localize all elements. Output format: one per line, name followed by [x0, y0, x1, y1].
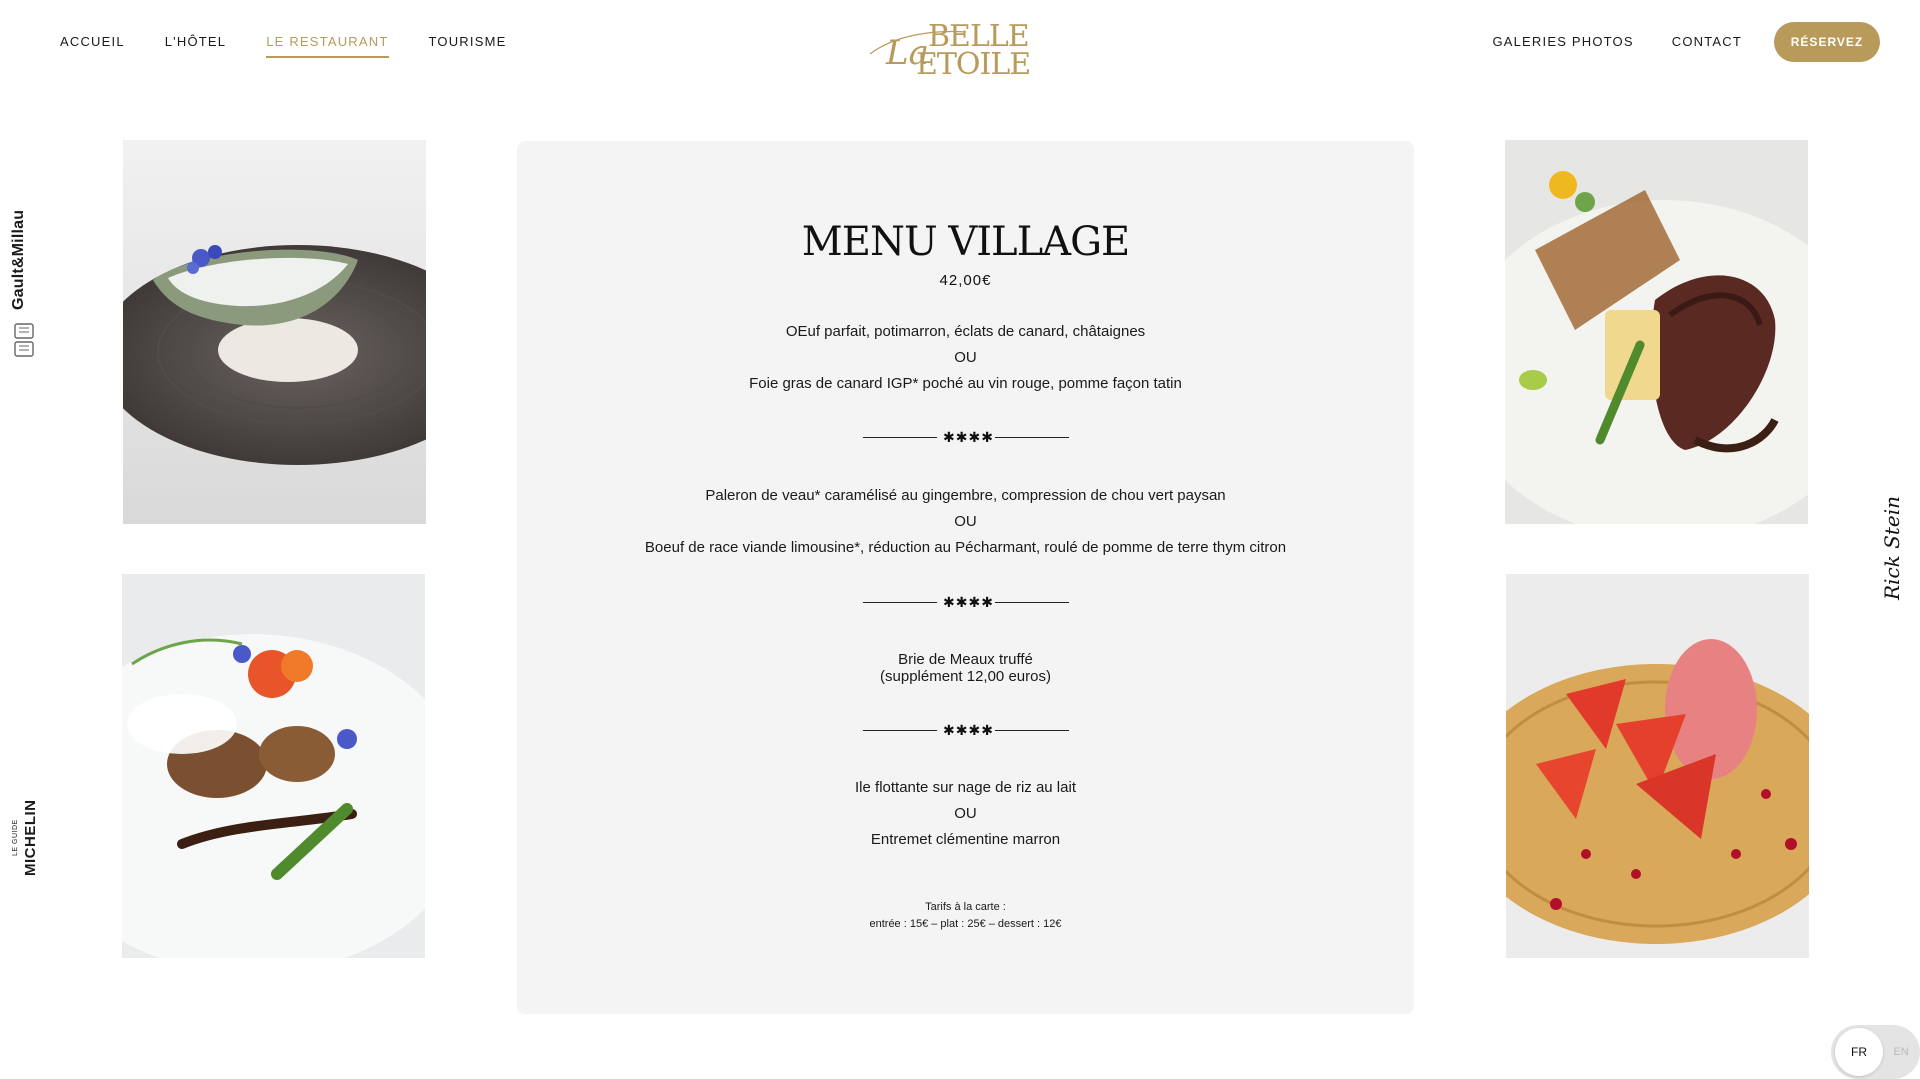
- dish-or: OU: [954, 805, 977, 822]
- dish-or: OU: [954, 349, 977, 366]
- main-nav-left: [60, 34, 546, 58]
- michelin-small-text: LE GUIDE: [12, 819, 19, 857]
- toque-icon: [14, 322, 34, 360]
- dish-line: OEuf parfait, potimarron, éclats de canard, châtaignes: [785, 323, 1146, 340]
- site-header: [0, 0, 1920, 100]
- tarifs-prices: entrée : 15€ – plat : 25€ – dessert : 12€: [869, 918, 1062, 930]
- menu-separator: [863, 595, 1069, 609]
- nav-restaurant[interactable]: LE RESTAURANT: [266, 34, 388, 58]
- nav-galeries-photos[interactable]: GALERIES PHOTOS: [1492, 34, 1634, 49]
- dish-line: Boeuf de race viande limousine*, réduction au Pécharmant, roulé de pomme de terre thym citron: [644, 539, 1287, 556]
- separator-stars: ✱✱✱✱: [943, 722, 994, 738]
- main-nav-right: [1454, 34, 1742, 58]
- tarifs-heading: Tarifs à la carte :: [925, 901, 1006, 913]
- rick-stein-signature: Rick Stein: [1880, 496, 1904, 600]
- gault-millau-badge[interactable]: [10, 210, 38, 360]
- dish-or: OU: [954, 513, 977, 530]
- dish-line: Foie gras de canard IGP* poché au vin rouge, pomme façon tatin: [749, 375, 1182, 392]
- menu-price: 42,00€: [939, 272, 992, 289]
- dish-line: Ile flottante sur nage de riz au lait: [855, 779, 1076, 796]
- dish-supplement: (supplément 12,00 euros): [880, 668, 1051, 685]
- dish-line: Entremet clémentine marron: [870, 831, 1061, 848]
- separator-stars: ✱✱✱✱: [943, 594, 994, 610]
- logo-script: La: [886, 33, 929, 73]
- menu-tarifs: [517, 899, 1414, 933]
- dish-photo-scallop: [122, 574, 425, 958]
- nav-tourisme[interactable]: TOURISME: [428, 34, 507, 49]
- menu-card: [517, 141, 1414, 1014]
- menu-title: MENU VILLAGE: [801, 219, 1130, 265]
- belle-etoile-logo: [866, 12, 1040, 78]
- dish-line: Brie de Meaux truffé: [898, 651, 1033, 668]
- nav-contact[interactable]: CONTACT: [1671, 34, 1742, 49]
- separator-stars: ✱✱✱✱: [943, 429, 994, 445]
- michelin-badge[interactable]: [10, 790, 40, 886]
- language-toggle[interactable]: [1831, 1025, 1920, 1079]
- menu-fromage: [517, 651, 1414, 685]
- logo-word-belle: BELLE: [928, 19, 1029, 54]
- reserve-button[interactable]: RÉSERVEZ: [1774, 22, 1880, 62]
- site-logo[interactable]: [866, 12, 1040, 78]
- menu-plats: [517, 483, 1414, 561]
- gault-millau-text: Gault&Millau: [10, 209, 27, 310]
- menu-entrees: [517, 319, 1414, 397]
- menu-desserts: [517, 775, 1414, 853]
- language-en[interactable]: EN: [1893, 1046, 1909, 1058]
- dish-photo-strawberry: [1506, 574, 1809, 958]
- logo-word-etoile: ETOILE: [916, 47, 1031, 78]
- dish-line: Paleron de veau* caramélisé au gingembre, compression de chou vert paysan: [705, 487, 1226, 504]
- michelin-big-text: MICHELIN: [22, 799, 39, 877]
- menu-separator: [863, 723, 1069, 737]
- dish-photo-oyster: [123, 140, 426, 524]
- rick-stein-badge[interactable]: [1880, 486, 1908, 610]
- nav-hotel[interactable]: L'HÔTEL: [164, 34, 227, 49]
- nav-accueil[interactable]: ACCUEIL: [60, 34, 125, 49]
- menu-separator: [863, 430, 1069, 444]
- language-fr[interactable]: FR: [1851, 1045, 1867, 1059]
- dish-photo-duck: [1505, 140, 1808, 524]
